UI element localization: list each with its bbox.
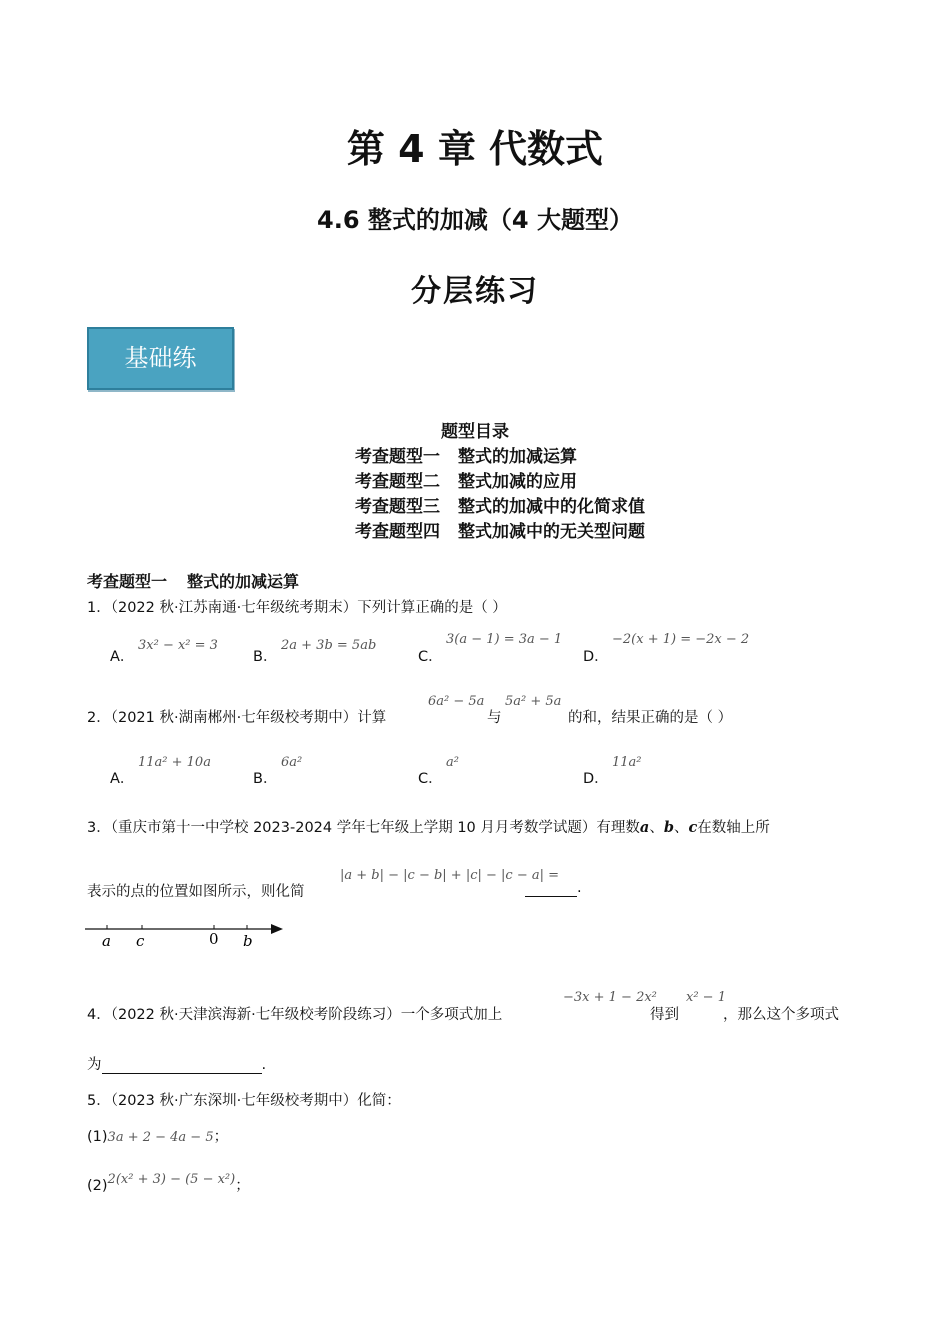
number-line xyxy=(85,918,290,954)
toc-type: 考查题型一 xyxy=(355,447,440,467)
q1-option-d-label: D． xyxy=(583,649,609,665)
toc-item xyxy=(355,492,645,517)
toc-name: 整式的加减运算 xyxy=(458,447,577,467)
q4-answer-blank[interactable] xyxy=(102,1057,262,1074)
question-4-suffix: ，那么这个多项式 xyxy=(723,1007,839,1023)
axis-label-a: a xyxy=(102,932,111,950)
question-4-line2: 为 . xyxy=(87,1057,267,1073)
axis-label-b: b xyxy=(243,932,253,950)
q2-option-c-expr: a² xyxy=(446,755,459,770)
q2-option-d-label: D． xyxy=(583,771,609,787)
q4-expr-2: x² − 1 xyxy=(686,990,726,1005)
chapter-title: 第 4 章 代数式 xyxy=(346,127,604,171)
q5-part-2: (2)2(x² + 3) − (5 − x²)； xyxy=(87,1172,250,1194)
q3-answer-blank[interactable]: . xyxy=(525,880,582,897)
question-3-line2: 表示的点的位置如图所示，则化简 xyxy=(87,884,305,900)
toc-name: 整式加减的应用 xyxy=(458,472,577,492)
q3-expr: |a + b| − |c − b| + |c| − |c − a| = xyxy=(340,868,559,883)
toc-name: 整式的加减中的化简求值 xyxy=(458,497,645,517)
toc-type: 考查题型三 xyxy=(355,497,440,517)
q2-expr-1: 6a² − 5a xyxy=(428,694,485,709)
q1-option-a-expr: 3x² − x² = 3 xyxy=(138,638,218,653)
q4-mid: 得到 xyxy=(650,1007,679,1023)
q1-option-c-expr: 3(a − 1) = 3a − 1 xyxy=(446,632,563,647)
q2-option-b-expr: 6a² xyxy=(281,755,303,770)
number-line-arrow xyxy=(271,924,283,934)
q4-expr-1: −3x + 1 − 2x² xyxy=(563,990,657,1005)
toc-item xyxy=(355,442,577,467)
q2-option-d-expr: 11a² xyxy=(612,755,642,770)
axis-label-c: c xyxy=(136,932,145,950)
question-2-prefix: 2．（2021 秋·湖南郴州·七年级校考期中）计算 xyxy=(87,710,387,726)
axis-label-0: 0 xyxy=(209,930,219,948)
section-title: 4.6 整式的加减（4 大题型） xyxy=(317,206,633,234)
toc-item xyxy=(355,467,577,492)
q2-expr-2: 5a² + 5a xyxy=(505,694,562,709)
question-1-stem: 1．（2022 秋·江苏南通·七年级统考期末）下列计算正确的是（ ） xyxy=(87,600,507,616)
q2-option-b-label: B． xyxy=(253,771,278,787)
q1-option-d-expr: −2(x + 1) = −2x − 2 xyxy=(612,632,750,647)
toc-title: 题型目录 xyxy=(441,422,509,442)
q2-option-c-label: C． xyxy=(418,771,443,787)
q2-option-a-label: A． xyxy=(110,771,135,787)
toc-item xyxy=(355,517,645,542)
q5-part-1: (1)3a + 2 − 4a − 5； xyxy=(87,1129,229,1145)
level-badge: 基础练 xyxy=(87,327,234,390)
question-5-stem: 5．（2023 秋·广东深圳·七年级校考期中）化简： xyxy=(87,1093,401,1109)
question-2-suffix: 的和，结果正确的是（ ） xyxy=(568,710,733,726)
toc-type: 考查题型二 xyxy=(355,472,440,492)
q2-option-a-expr: 11a² + 10a xyxy=(138,755,211,770)
subtitle: 分层练习 xyxy=(411,274,539,309)
question-3-stem: 3．（重庆市第十一中学校 2023-2024 学年七年级上学期 10 月月考数学试题）有理数a、b、c在数轴上所 xyxy=(87,819,770,836)
toc-name: 整式加减中的无关型问题 xyxy=(458,522,645,542)
q1-option-b-expr: 2a + 3b = 5ab xyxy=(281,638,377,653)
question-4-prefix: 4．（2022 秋·天津滨海新·七年级校考阶段练习）一个多项式加上 xyxy=(87,1007,503,1023)
section-heading: 考查题型一 整式的加减运算 xyxy=(87,572,300,591)
q1-option-c-label: C． xyxy=(418,649,443,665)
q1-option-b-label: B． xyxy=(253,649,278,665)
toc-type: 考查题型四 xyxy=(355,522,440,542)
q2-mid: 与 xyxy=(487,710,502,726)
q1-option-a-label: A． xyxy=(110,649,135,665)
